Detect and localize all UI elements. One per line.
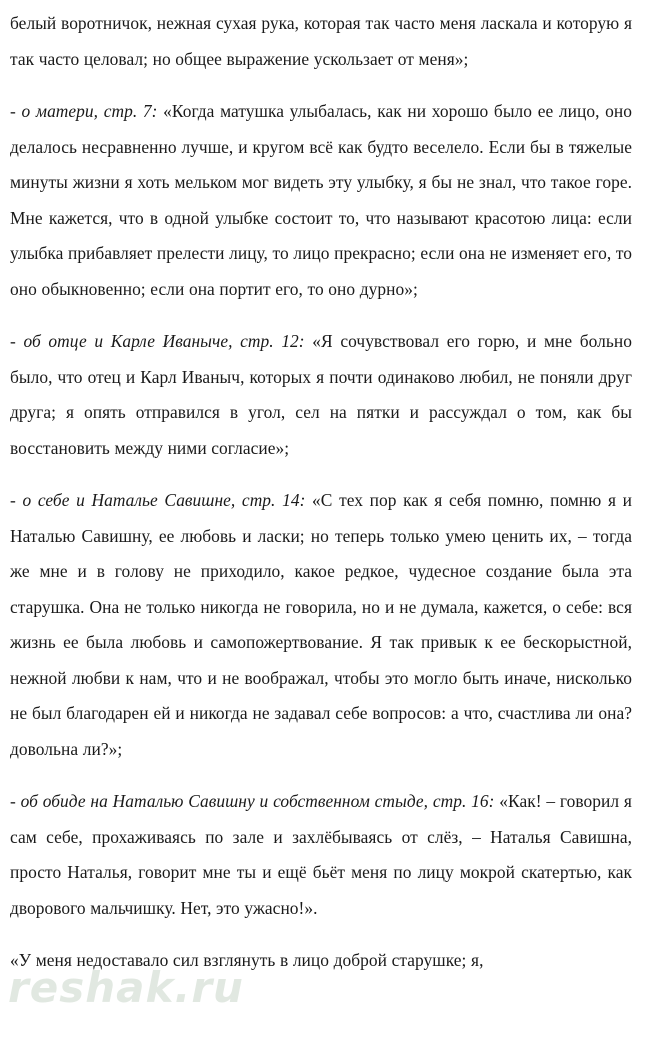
paragraph-text: «У меня недоставало сил взглянуть в лицо доброй старушке; я,: [10, 950, 484, 970]
paragraph-text: «С тех пор как я себя помню, помню я и Наталью Савишну, ее любовь и ласки; но теперь только умею ценить их, – тогда же мне и в голову не приходило, какое редкое, чудесное создание была эта старушка. Она не только никогда не говорила, но и не думала, кажется, о себе: вся жизнь ее была любовь и самопожертвование. Я так привык к ее бескорыстной, нежной любви к нам, что и не воображал, чтобы это могло быть иначе, нисколько не был благодарен ей и никогда не задавал себе вопросов: а что, счастлива ли она? довольна ли?»;: [10, 490, 632, 759]
paragraph-lead: - о себе и Наталье Савишне, стр. 14:: [10, 490, 306, 510]
paragraph-text: белый воротничок, нежная сухая рука, которая так часто меня ласкала и которую я так часто целовал; но общее выражение ускользает от меня»;: [10, 13, 632, 69]
paragraph-lead: - об отце и Карле Иваныче, стр. 12:: [10, 331, 305, 351]
paragraph-tail: [10, 943, 632, 979]
paragraph-text: «Когда матушка улыбалась, как ни хорошо было ее лицо, оно делалось несравненно лучше, и кругом всё как будто веселело. Если бы в тяжелые минуты жизни я хоть мельком мог видеть эту улыбку, я бы не знал, что такое горе. Мне кажется, что в одной улыбке состоит то, что называют красотою лица: если улыбка прибавляет прелести лицу, то лицо прекрасно; если она не изменяет его, то оно обыкновенно; если она портит его, то оно дурно»;: [10, 101, 632, 299]
paragraph-lead: - об обиде на Наталью Савишну и собственном стыде, стр. 16:: [10, 791, 495, 811]
paragraph-about-offence-and-shame: [10, 784, 632, 926]
site-watermark: reshak.ru: [8, 963, 244, 1012]
paragraph-opening: [10, 6, 632, 77]
paragraph-about-father-and-karl: [10, 324, 632, 466]
paragraph-text: «Как! – говорил я сам себе, прохаживаясь по зале и захлёбываясь от слёз, – Наталья Савишна, просто Наталья, говорит мне ты и ещё бьёт меня по лицу мокрой скатертью, как дворового мальчишку. Нет, это ужасно!».: [10, 791, 632, 918]
paragraph-about-mother: [10, 94, 632, 307]
paragraph-about-natalya-savishna: [10, 483, 632, 767]
paragraph-text: «Я сочувствовал его горю, и мне больно было, что отец и Карл Иваныч, которых я почти одинаково любил, не поняли друг друга; я опять отправился в угол, сел на пятки и рассуждал о том, как бы восстановить между ними согласие»;: [10, 331, 632, 458]
paragraph-lead: - о матери, стр. 7:: [10, 101, 158, 121]
